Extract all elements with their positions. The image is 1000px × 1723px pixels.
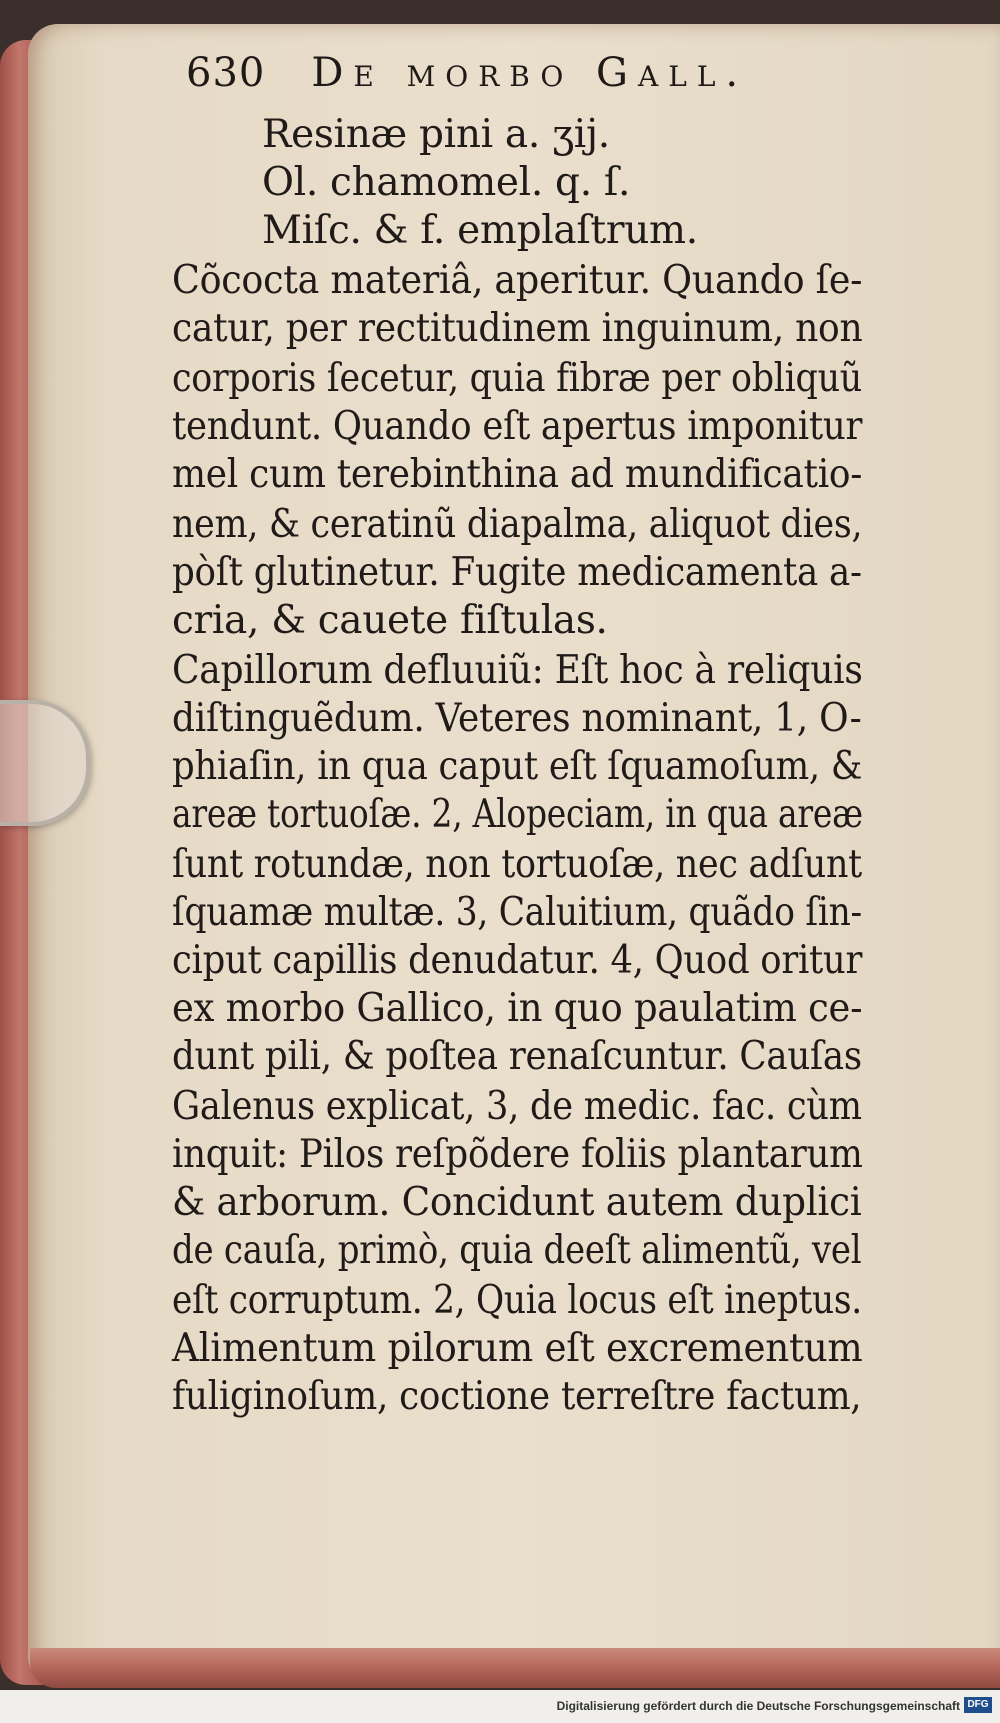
text-line: ex morbo Gallico, in quo paulatim ce- — [172, 986, 863, 1031]
text-line: Cõcocta materiâ, aperitur. Quando ſe- — [172, 258, 863, 303]
text-line: Alimentum pilorum eſt excrementum — [172, 1326, 863, 1371]
text-line: ciput capillis denudatur. 4, Quod oritur — [172, 938, 863, 983]
text-line: inquit: Pilos reſpõdere foliis plantarum — [172, 1132, 863, 1177]
running-title: De morbo Gall. — [311, 50, 749, 96]
text-line: Miſc. & f. emplaſtrum. — [262, 208, 698, 253]
text-line: pòſt glutinetur. Fugite medicamenta a- — [172, 550, 862, 595]
text-line: mel cum terebinthina ad mundificatio- — [172, 452, 863, 497]
text-line: areæ tortuoſæ. 2, Alopeciam, in qua areæ — [172, 792, 863, 837]
text-line: catur, per rectitudinem inguinum, non — [172, 306, 863, 351]
text-line: Galenus explicat, 3, de medic. fac. cùm — [172, 1084, 862, 1129]
text-line: eſt corruptum. 2, Quia locus eſt ineptus. — [172, 1278, 862, 1323]
text-line: Ol. chamomel. q. ſ. — [262, 160, 631, 205]
text-line: nem, & ceratinũ diapalma, aliquot dies, — [172, 502, 863, 547]
page-number: 630 — [186, 50, 266, 96]
text-line: ſquamæ multæ. 3, Caluitium, quãdo ſin- — [172, 890, 862, 935]
text-line: de cauſa, primò, quia deeſt alimentũ, vel — [172, 1228, 862, 1273]
book-bottom-edge — [30, 1648, 1000, 1688]
text-line: Resinæ pini a. ʒij. — [262, 112, 610, 157]
text-line: diſtinguẽdum. Veteres nominant, 1, O- — [172, 696, 862, 741]
text-line: dunt pili, & poſtea renaſcuntur. Cauſas — [172, 1034, 862, 1079]
text-line: fuliginoſum, coctione terreſtre factum, — [172, 1374, 862, 1419]
text-line: cria, & cauete fiſtulas. — [172, 598, 608, 643]
text-line: corporis ſecetur, quia fibræ per obliquũ — [172, 356, 862, 401]
text-line: phiaſin, in qua caput eſt ſquamoſum, & — [172, 744, 863, 789]
text-line: tendunt. Quando eſt apertus imponitur — [172, 404, 863, 449]
text-line: & arborum. Concidunt autem duplici — [172, 1180, 862, 1225]
page-header — [186, 50, 748, 100]
footer-credit: Digitalisierung gefördert durch die Deutsche Forschungsgemeinschaft — [556, 1699, 960, 1713]
dfg-logo: DFG — [964, 1697, 992, 1713]
text-line: ſunt rotundæ, non tortuoſæ, nec adſunt — [172, 842, 862, 887]
text-line: Capillorum defluuiũ: Eſt hoc à reliquis — [172, 648, 863, 693]
